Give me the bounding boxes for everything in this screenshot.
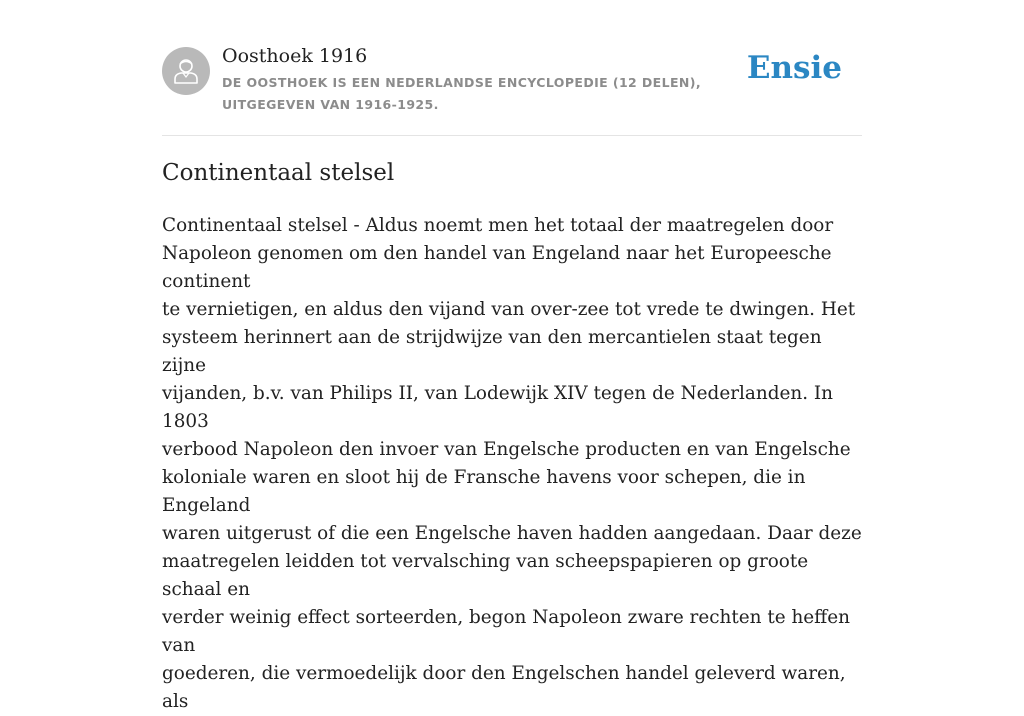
article-title: Continentaal stelsel — [162, 160, 395, 186]
article-line: Continentaal stelsel - Aldus noemt men het totaal der maatregelen door — [162, 215, 834, 236]
article-body — [162, 212, 866, 716]
article-line: verbood Napoleon den invoer van Engelsche producten en van Engelsche — [162, 439, 851, 460]
source-description: DE OOSTHOEK IS EEN NEDERLANDSE ENCYCLOPEDIE (12 DELEN), UITGEGEVEN VAN 1916-1925. — [222, 75, 702, 112]
article-line: Napoleon genomen om den handel van Engeland naar het Europeesche continent — [162, 243, 832, 292]
ensie-logo-link[interactable]: Ensie — [746, 50, 842, 86]
source-title[interactable]: Oosthoek 1916 — [222, 45, 368, 67]
page-container — [162, 0, 862, 712]
article-line: goederen, die vermoedelijk door den Engelschen handel geleverd waren, als — [162, 663, 846, 712]
source-header — [162, 0, 862, 136]
article-line: verder weinig effect sorteerden, begon Napoleon zware rechten te heffen van — [162, 607, 850, 656]
article-line: koloniale waren en sloot hij de Fransche havens voor schepen, die in Engeland — [162, 467, 806, 516]
user-icon — [171, 56, 201, 86]
article-line: waren uitgerust of die een Engelsche haven hadden aangedaan. Daar deze — [162, 523, 862, 544]
article-line: te vernietigen, en aldus den vijand van over-zee tot vrede te dwingen. Het — [162, 299, 856, 320]
avatar[interactable] — [162, 47, 210, 95]
article-line: systeem herinnert aan de strijdwijze van den mercantielen staat tegen zijne — [162, 327, 822, 376]
article-line: vijanden, b.v. van Philips II, van Lodewijk XIV tegen de Nederlanden. In 1803 — [162, 383, 833, 432]
article-line: maatregelen leidden tot vervalsching van scheepspapieren op groote schaal en — [162, 551, 809, 600]
